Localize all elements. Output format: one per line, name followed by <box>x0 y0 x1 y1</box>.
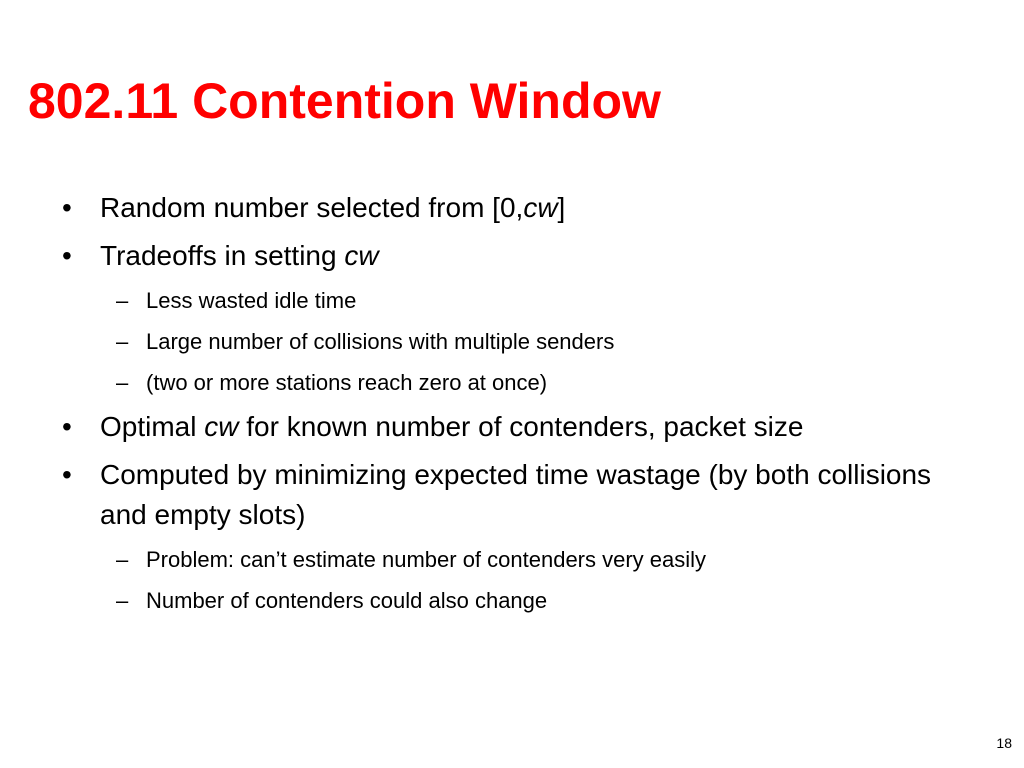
sub-bullet-text: Less wasted idle time <box>146 288 357 313</box>
bullet-item <box>0 188 1024 228</box>
sub-bullet-item <box>0 585 1024 617</box>
bullet-marker: • <box>62 459 72 490</box>
bullet-item <box>0 407 1024 447</box>
bullet-item <box>0 455 1024 535</box>
bullet-text-end: ] <box>557 192 566 223</box>
bullet-item <box>0 236 1024 276</box>
sub-bullet-item <box>0 326 1024 358</box>
bullet-text: Computed by minimizing expected time wastage (by both collisions and empty slots) <box>100 459 932 530</box>
sub-bullet-marker: – <box>116 370 129 395</box>
bullet-text: Tradeoffs in setting <box>100 240 345 271</box>
sub-bullet-marker: – <box>116 588 129 613</box>
slide-title: 802.11 Contention Window <box>28 73 661 129</box>
bullet-emphasis: cw <box>523 192 558 223</box>
sub-bullet-marker: – <box>116 329 129 354</box>
sub-bullet-text: Large number of collisions with multiple senders <box>146 329 615 354</box>
sub-bullet-text: Problem: can’t estimate number of contenders very easily <box>146 547 707 572</box>
bullet-marker: • <box>62 411 72 442</box>
sub-bullet-text: Number of contenders could also change <box>146 588 548 613</box>
page-number: 18 <box>996 735 1012 751</box>
sub-bullet-marker: – <box>116 288 129 313</box>
sub-bullet-item <box>0 544 1024 576</box>
bullet-text-end: for known number of contenders, packet size <box>238 411 804 442</box>
bullet-marker: • <box>62 192 72 223</box>
bullet-marker: • <box>62 240 72 271</box>
bullet-text: Random number selected from [0, <box>100 192 524 223</box>
sub-bullet-item <box>0 285 1024 317</box>
bullet-emphasis: cw <box>344 240 379 271</box>
bullet-list <box>0 188 1024 617</box>
bullet-emphasis: cw <box>204 411 239 442</box>
bullet-text: Optimal <box>100 411 205 442</box>
sub-bullet-text: (two or more stations reach zero at once) <box>146 370 548 395</box>
sub-bullet-item <box>0 367 1024 399</box>
sub-bullet-marker: – <box>116 547 129 572</box>
